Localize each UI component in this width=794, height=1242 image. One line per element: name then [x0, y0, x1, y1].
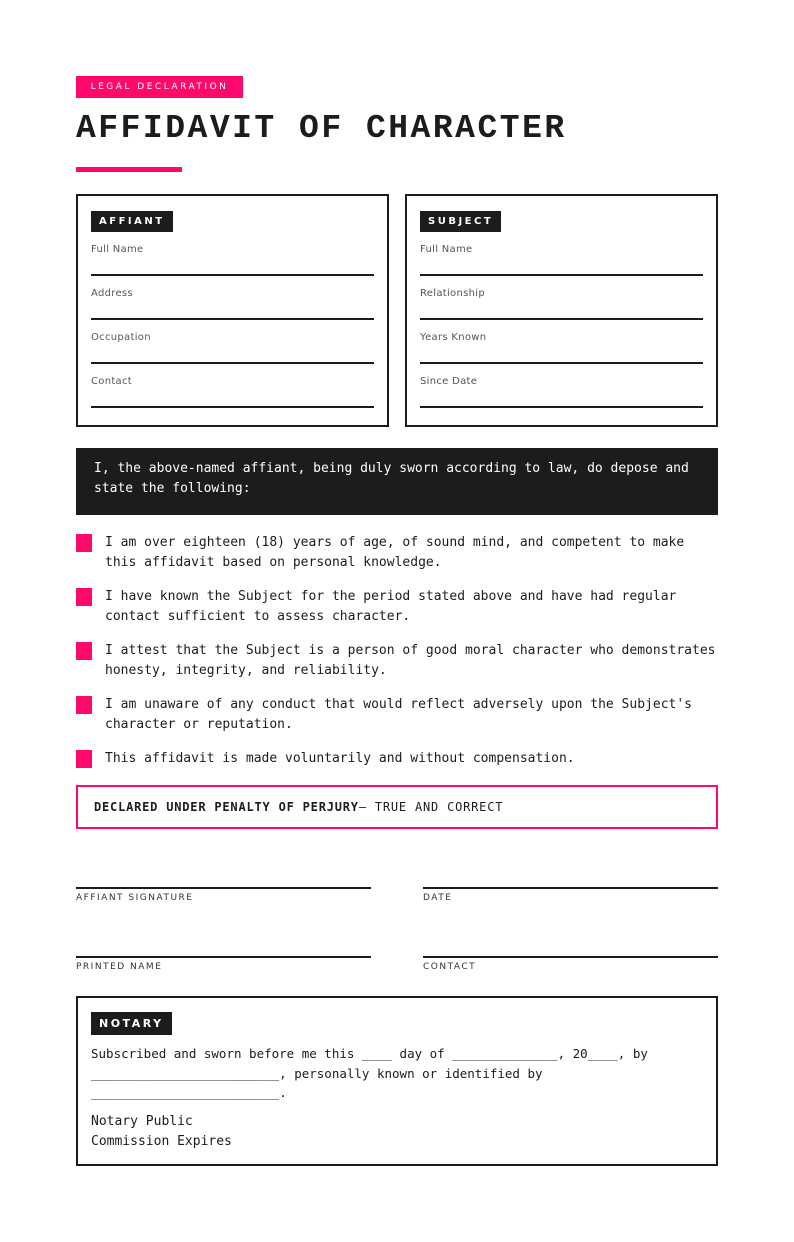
- field-label: Years Known: [420, 332, 487, 343]
- perjury-declaration: [76, 785, 718, 829]
- square-bullet-icon: [76, 696, 92, 714]
- square-bullet-icon: [76, 588, 92, 606]
- subject-panel: [405, 194, 718, 427]
- statement-text: I am unaware of any conduct that would reflect adversely upon the Subject's character or reputation.: [105, 697, 692, 732]
- field-label: Since Date: [420, 376, 478, 387]
- subject-full-name-field[interactable]: [420, 244, 703, 276]
- field-label: Full Name: [420, 244, 473, 255]
- signature-line: [423, 887, 718, 889]
- date-field[interactable]: [423, 887, 718, 903]
- square-bullet-icon: [76, 750, 92, 768]
- signature-line: [423, 956, 718, 958]
- field-line: [420, 406, 703, 408]
- statement-text: I have known the Subject for the period stated above and have had regular contact sufficient to assess character.: [105, 589, 677, 624]
- field-line: [420, 274, 703, 276]
- notary-section: [76, 996, 718, 1166]
- list-item: [76, 695, 718, 735]
- statement-text: I am over eighteen (18) years of age, of sound mind, and competent to make this affidavit based on personal knowledge.: [105, 535, 685, 570]
- subject-years-known-field[interactable]: [420, 332, 703, 364]
- list-item: [76, 749, 718, 769]
- declaration-rest: — TRUE AND CORRECT: [358, 800, 504, 814]
- field-label: Relationship: [420, 288, 485, 299]
- affiant-panel: [76, 194, 389, 427]
- printed-name-field[interactable]: [76, 956, 371, 972]
- statement-text: This affidavit is made voluntarily and without compensation.: [105, 751, 575, 766]
- affiant-contact-field[interactable]: [91, 376, 374, 408]
- title-underline: [76, 167, 182, 172]
- statement-text: I attest that the Subject is a person of good moral character who demonstrates honesty, integrity, and reliability.: [105, 643, 716, 678]
- square-bullet-icon: [76, 642, 92, 660]
- declaration-strong: DECLARED UNDER PENALTY OF PERJURY: [94, 800, 359, 814]
- notary-public-label: Notary Public: [91, 1113, 193, 1129]
- signature-line: [76, 887, 371, 889]
- document-title: AFFIDAVIT OF CHARACTER: [76, 110, 567, 147]
- signature-label: AFFIANT SIGNATURE: [76, 893, 194, 903]
- contact-field[interactable]: [423, 956, 718, 972]
- affiant-label: AFFIANT: [91, 211, 173, 232]
- notary-footer: [91, 1112, 703, 1152]
- signature-label: PRINTED NAME: [76, 962, 163, 972]
- field-label: Address: [91, 288, 133, 299]
- notary-jurat-text: Subscribed and sworn before me this ____ day of ______________, 20____, by _________________________, personally known or identified by _________________________.: [91, 1046, 648, 1100]
- signature-label: DATE: [423, 893, 453, 903]
- list-item: [76, 641, 718, 681]
- affiant-occupation-field[interactable]: [91, 332, 374, 364]
- square-bullet-icon: [76, 534, 92, 552]
- field-line: [91, 406, 374, 408]
- field-line: [91, 318, 374, 320]
- field-label: Full Name: [91, 244, 144, 255]
- affiant-full-name-field[interactable]: [91, 244, 374, 276]
- field-line: [91, 274, 374, 276]
- subject-since-date-field[interactable]: [420, 376, 703, 408]
- field-label: Occupation: [91, 332, 151, 343]
- commission-expires-label: Commission Expires: [91, 1133, 232, 1149]
- notary-label: NOTARY: [91, 1012, 172, 1035]
- field-line: [91, 362, 374, 364]
- affiant-signature-field[interactable]: [76, 887, 371, 903]
- list-item: [76, 533, 718, 573]
- statement-list: [76, 533, 718, 769]
- list-item: [76, 587, 718, 627]
- oath-statement: I, the above-named affiant, being duly sworn according to law, do depose and state the following:: [76, 448, 718, 515]
- signature-label: CONTACT: [423, 962, 477, 972]
- subject-label: SUBJECT: [420, 211, 501, 232]
- field-line: [420, 362, 703, 364]
- field-label: Contact: [91, 376, 133, 387]
- document-tag: LEGAL DECLARATION: [76, 76, 243, 98]
- subject-relationship-field[interactable]: [420, 288, 703, 320]
- field-line: [420, 318, 703, 320]
- signature-line: [76, 956, 371, 958]
- affiant-address-field[interactable]: [91, 288, 374, 320]
